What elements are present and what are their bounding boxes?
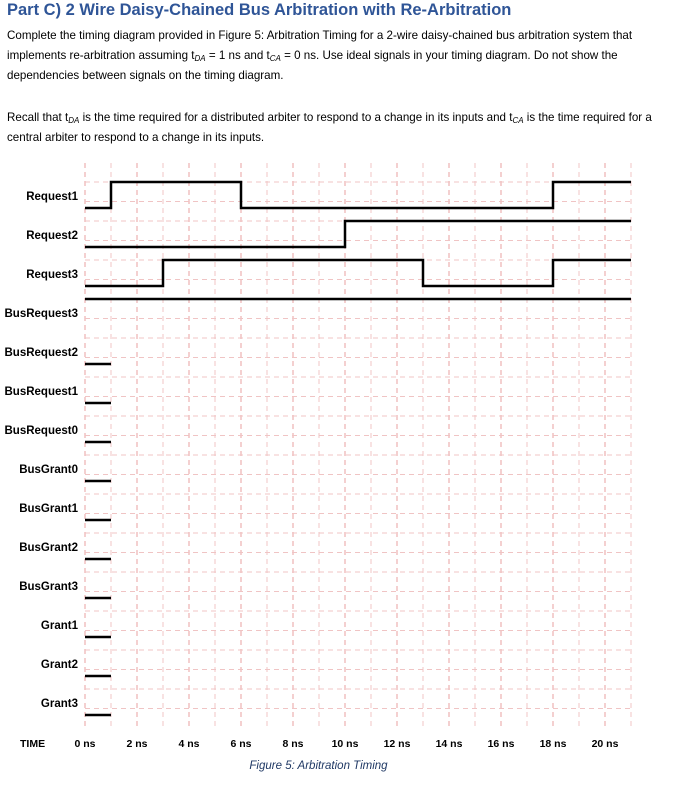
waveform-request2 <box>85 221 631 247</box>
signal-label-busgrant0: BusGrant0 <box>19 464 78 476</box>
signal-label-busrequest3: BusRequest3 <box>4 308 78 320</box>
para1-sub-da: DA <box>194 54 206 63</box>
para2-text-c: is the time required for a central arbiter to respond to a change in its inputs. <box>7 111 652 144</box>
para1-text-a: Complete the timing diagram provided in Figure 5: Arbitration Timing for a 2-wire daisy-chained bus arbitration system that implements re-arbitration assuming t <box>7 29 633 62</box>
time-tick-label: 6 ns <box>230 738 252 750</box>
para2-text-a: Recall that t <box>7 111 69 124</box>
signal-label-busgrant1: BusGrant1 <box>19 503 78 515</box>
time-tick-label: 4 ns <box>178 738 200 750</box>
time-tick-label: 12 ns <box>383 738 411 750</box>
time-tick-label: 20 ns <box>591 738 619 750</box>
time-tick-label: 0 ns <box>74 738 96 750</box>
signal-label-grant3: Grant3 <box>40 698 78 710</box>
signal-label-grant2: Grant2 <box>40 659 78 671</box>
para1-text-b: = 1 ns and t <box>205 49 270 62</box>
time-tick-label: 14 ns <box>435 738 463 750</box>
time-tick-label: 16 ns <box>487 738 515 750</box>
signal-label-busrequest1: BusRequest1 <box>4 386 78 398</box>
para1-text-c: = 0 ns. Use ideal signals in your timing diagram. Do not show the dependencies between signals on the timing diagram. <box>7 49 618 82</box>
signal-label-busgrant3: BusGrant3 <box>19 581 78 593</box>
waveforms <box>85 182 631 715</box>
signal-label-request2: Request2 <box>26 230 78 242</box>
para1-sub-ca: CA <box>269 54 281 63</box>
para2-sub-ca: CA <box>512 116 524 125</box>
signal-label-busrequest0: BusRequest0 <box>4 425 78 437</box>
signal-label-busgrant2: BusGrant2 <box>19 542 78 554</box>
para2-sub-da: DA <box>68 116 80 125</box>
time-axis-label: TIME <box>20 738 46 750</box>
time-tick-label: 2 ns <box>126 738 148 750</box>
time-tick-label: 10 ns <box>331 738 359 750</box>
signal-label-request3: Request3 <box>26 269 78 281</box>
para2-text-b: is the time required for a distributed arbiter to respond to a change in its inputs and t <box>79 111 513 124</box>
time-tick-label: 18 ns <box>539 738 567 750</box>
signal-label-grant1: Grant1 <box>40 620 78 632</box>
signal-label-busrequest2: BusRequest2 <box>4 347 78 359</box>
time-tick-label: 8 ns <box>282 738 304 750</box>
waveform-request3 <box>85 260 631 286</box>
waveform-request1 <box>85 182 631 208</box>
signal-label-request1: Request1 <box>26 191 78 203</box>
page-title: Part C) 2 Wire Daisy-Chained Bus Arbitration with Re-Arbitration <box>7 1 512 19</box>
figure-caption: Figure 5: Arbitration Timing <box>249 760 388 772</box>
